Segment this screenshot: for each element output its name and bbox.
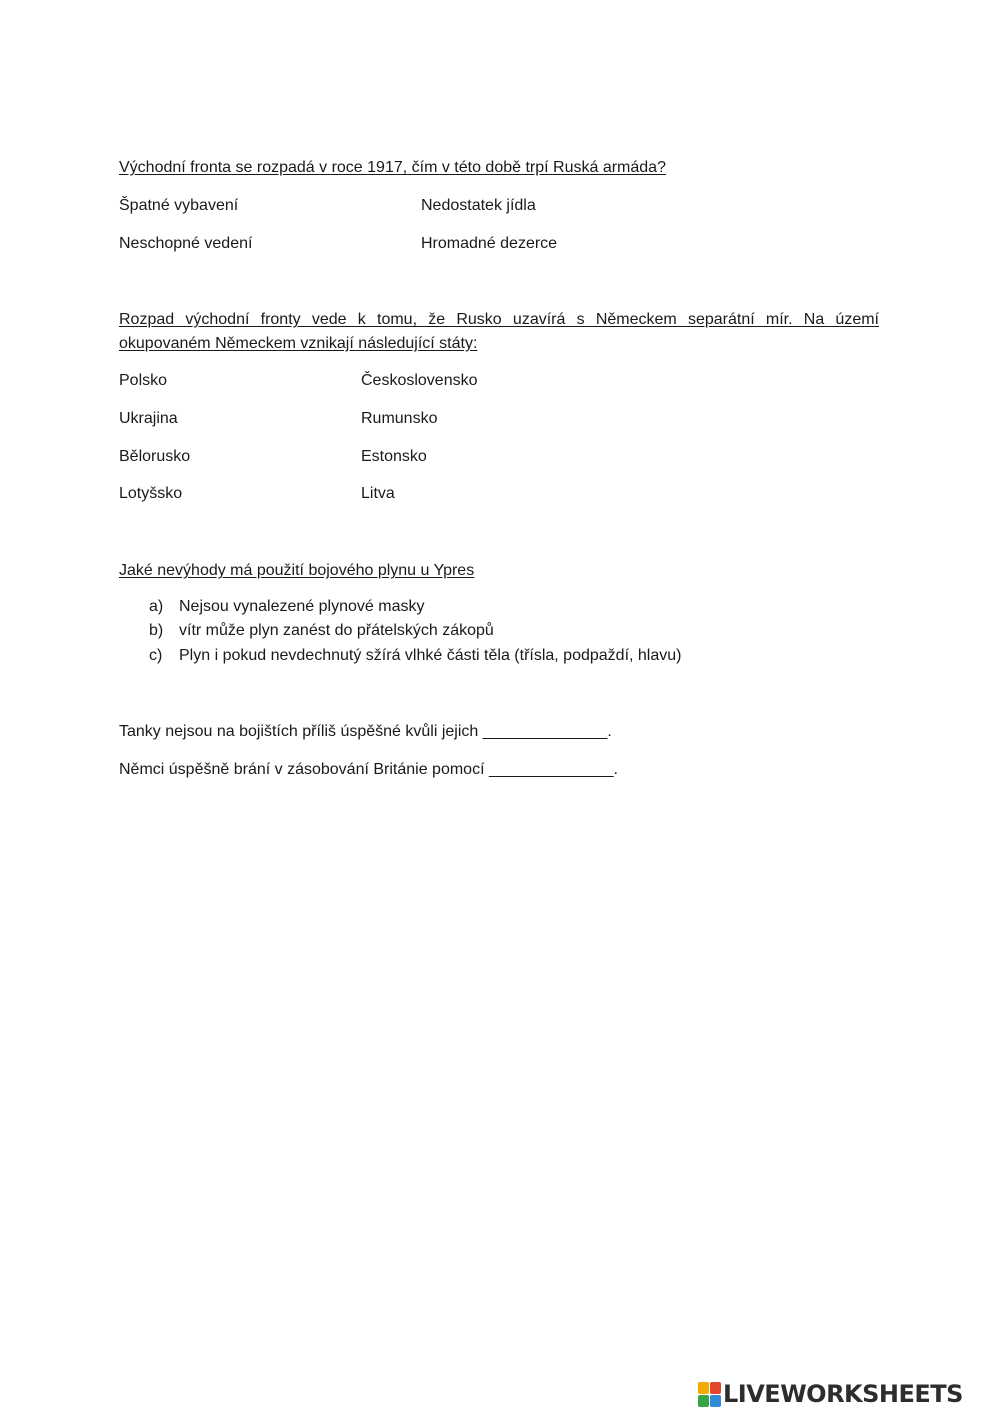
option-mass-desertion[interactable]: Hromadné dezerce: [421, 235, 558, 252]
option-incompetent-leadership[interactable]: Neschopné vedení: [119, 235, 253, 252]
option-b[interactable]: [149, 621, 494, 641]
logo-mark-icon: [698, 1382, 720, 1406]
logo-square-2: [710, 1382, 721, 1394]
option-b-label: b): [149, 622, 164, 639]
option-b-text: vítr může plyn zanést do přátelských zákopů: [179, 622, 494, 639]
fill-blank-blockade[interactable]: Němci úspěšně brání v zásobování Británie pomocí ______________.: [119, 761, 618, 778]
logo-square-1: [698, 1382, 709, 1394]
option-c[interactable]: [149, 646, 681, 666]
fill-blank-tanks[interactable]: Tanky nejsou na bojištích příliš úspěšné kvůli jejich ______________.: [119, 723, 612, 740]
option-polsko[interactable]: Polsko: [119, 372, 168, 389]
option-c-text: Plyn i pokud nevdechnutý sžírá vlhké části těla (třísla, podpaždí, hlavu): [179, 647, 682, 664]
logo-square-3: [698, 1395, 709, 1407]
option-a[interactable]: [149, 597, 424, 617]
option-litva[interactable]: Litva: [361, 485, 395, 502]
option-bad-equipment[interactable]: Špatné vybavení: [119, 197, 239, 214]
option-ceskoslovensko[interactable]: Československo: [361, 372, 478, 389]
option-food-shortage[interactable]: Nedostatek jídla: [421, 197, 536, 214]
logo-square-4: [710, 1395, 721, 1407]
question-2: Rozpad východní fronty vede k tomu, že Rusko uzavírá s Německem separátní mír. Na území okupovaném Německem vznikají následující státy:: [119, 311, 879, 352]
question-3: Jaké nevýhody má použití bojového plynu u Ypres: [119, 562, 475, 579]
option-a-text: Nejsou vynalezené plynové masky: [179, 598, 425, 615]
option-belorusko[interactable]: Bělorusko: [119, 448, 191, 465]
option-estonsko[interactable]: Estonsko: [361, 448, 427, 465]
option-rumunsko[interactable]: Rumunsko: [361, 410, 438, 427]
option-c-label: c): [149, 647, 163, 664]
logo-text: LIVEWORKSHEETS: [723, 1380, 963, 1408]
option-ukrajina[interactable]: Ukrajina: [119, 410, 178, 427]
liveworksheets-logo: [698, 1378, 994, 1410]
question-1: Východní fronta se rozpadá v roce 1917, čím v této době trpí Ruská armáda?: [119, 159, 666, 176]
option-a-label: a): [149, 598, 164, 615]
option-lotyssko[interactable]: Lotyšsko: [119, 485, 183, 502]
